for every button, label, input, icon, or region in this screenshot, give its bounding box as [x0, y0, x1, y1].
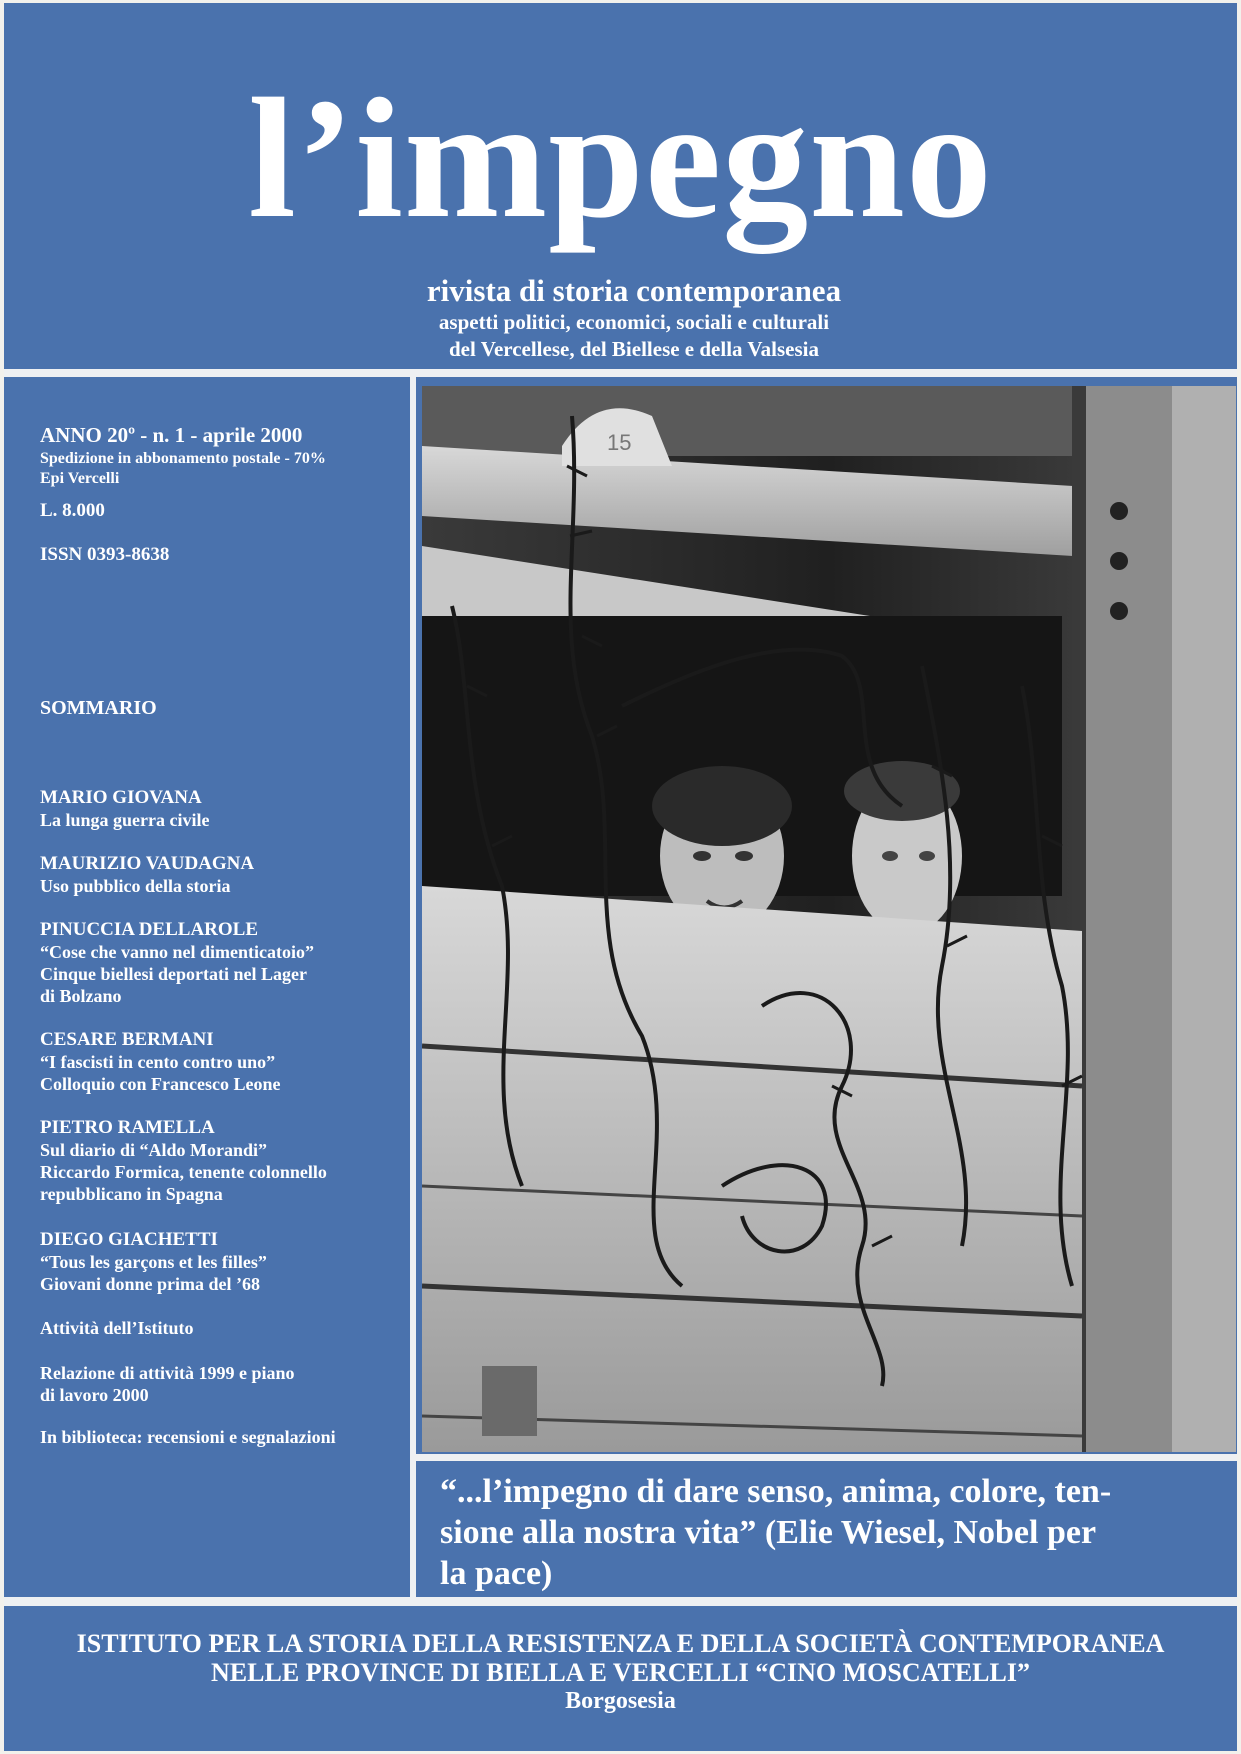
entry-title: “Cose che vanno nel dimenticatoio” — [40, 942, 314, 962]
magazine-tagline-1: aspetti politici, economici, sociali e culturali — [438, 310, 830, 334]
magazine-tagline-2: del Vercellese, del Biellese e della Valsesia — [449, 337, 819, 361]
contents-extra: Attività dell’Istituto — [40, 1318, 194, 1338]
postal-office: Epi Vercelli — [40, 470, 120, 487]
publisher-line-1: ISTITUTO PER LA STORIA DELLA RESISTENZA E DELLA SOCIETÀ CONTEMPORANEA — [76, 1629, 1165, 1658]
contents-heading: SOMMARIO — [40, 697, 157, 719]
contents-extra: In biblioteca: recensioni e segnalazioni — [40, 1427, 336, 1447]
entry-author: PINUCCIA DELLAROLE — [40, 919, 259, 940]
entry-title: La lunga guerra civile — [40, 810, 210, 830]
quote-line: “...l’impegno di dare senso, anima, colore, ten- — [440, 1473, 1112, 1510]
contents-extra — [40, 1362, 295, 1406]
magazine-title: l’impegno — [248, 64, 993, 254]
contents-extra-line: Relazione di attività 1999 e piano — [40, 1363, 295, 1383]
contents-entry — [40, 1029, 281, 1095]
entry-title: Uso pubblico della storia — [40, 876, 231, 896]
contents-entry — [40, 1117, 327, 1205]
photo-divider — [416, 1454, 1237, 1461]
quote-line: sione alla nostra vita” (Elie Wiesel, Nobel per — [440, 1514, 1097, 1551]
entry-title: Giovani donne prima del ’68 — [40, 1274, 261, 1294]
deportation-train-photo — [422, 386, 1236, 1452]
publisher-city: Borgosesia — [565, 1688, 676, 1714]
footer-divider — [4, 1597, 1237, 1606]
contents-entry — [40, 787, 210, 831]
magazine-cover — [4, 3, 1237, 1751]
quote-line: la pace) — [440, 1555, 553, 1592]
issue-number: ANNO 20º - n. 1 - aprile 2000 — [40, 423, 303, 447]
wagon-number: 15 — [607, 430, 632, 455]
entry-title: “I fascisti in cento contro uno” — [40, 1052, 276, 1072]
magazine-subtitle: rivista di storia contemporanea — [426, 273, 842, 308]
entry-author: DIEGO GIACHETTI — [40, 1229, 218, 1250]
entry-title: repubblicano in Spagna — [40, 1184, 223, 1204]
contents-entry — [40, 1229, 267, 1295]
price: L. 8.000 — [40, 500, 105, 521]
entry-author: MAURIZIO VAUDAGNA — [40, 853, 255, 874]
entry-author: CESARE BERMANI — [40, 1029, 214, 1050]
cover-photo — [422, 386, 1236, 1452]
entry-title: Colloquio con Francesco Leone — [40, 1074, 281, 1094]
entry-title: “Tous les garçons et les filles” — [40, 1252, 267, 1272]
cover-quote — [440, 1471, 1160, 1594]
postal-info: Spedizione in abbonamento postale - 70% — [40, 450, 326, 467]
contents-entry — [40, 853, 254, 897]
contents-entry — [40, 919, 314, 1007]
entry-title: Riccardo Formica, tenente colonnello — [40, 1162, 327, 1182]
masthead-divider — [4, 369, 1237, 377]
column-divider — [410, 377, 416, 1599]
publisher-line-2: NELLE PROVINCE DI BIELLA E VERCELLI “CINO MOSCATELLI” — [211, 1658, 1030, 1687]
entry-title: Sul diario di “Aldo Morandi” — [40, 1140, 268, 1160]
entry-title: Cinque biellesi deportati nel Lager — [40, 964, 307, 984]
issn: ISSN 0393-8638 — [40, 544, 170, 565]
entry-author: PIETRO RAMELLA — [40, 1117, 215, 1138]
entry-title: di Bolzano — [40, 986, 122, 1006]
entry-author: MARIO GIOVANA — [40, 787, 202, 808]
contents-extra-line: di lavoro 2000 — [40, 1385, 149, 1405]
